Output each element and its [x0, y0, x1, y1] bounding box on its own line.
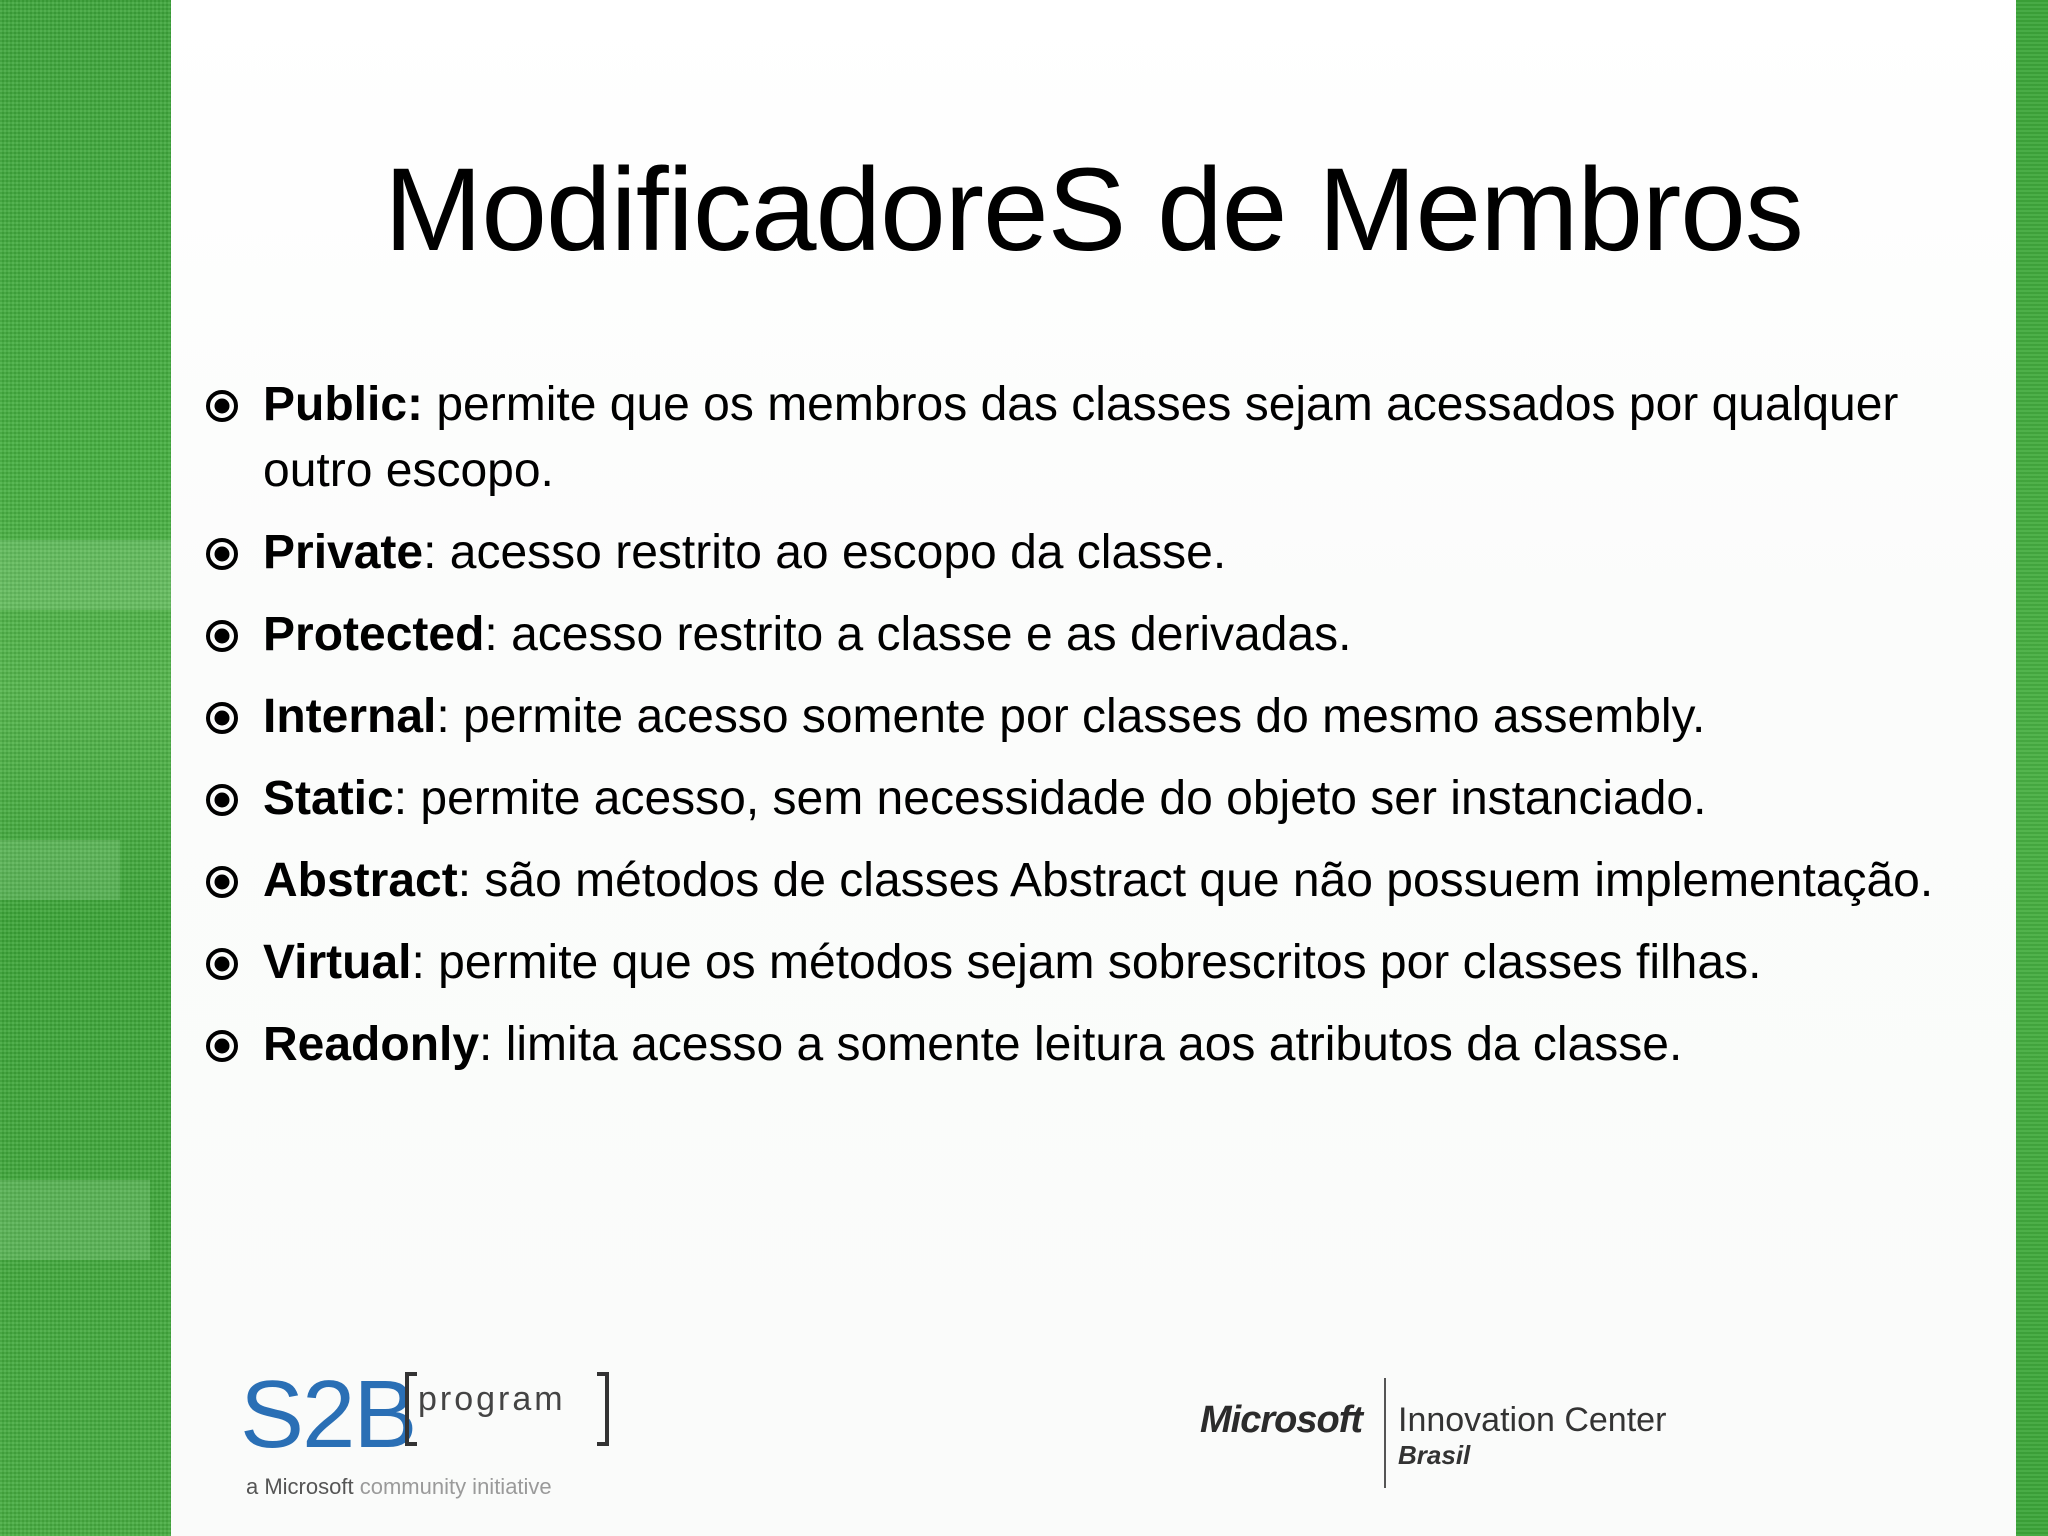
bullet-term: Virtual	[263, 936, 412, 989]
band-patch	[0, 540, 171, 610]
radio-circle-icon	[205, 537, 239, 571]
bullet-item-virtual	[205, 930, 2010, 996]
band-patch	[0, 1180, 150, 1260]
microsoft-wordmark: Microsoft	[1200, 1399, 1362, 1441]
radio-circle-icon	[205, 389, 239, 423]
bullet-term: Abstract	[263, 854, 458, 907]
bullet-item-private	[205, 520, 2010, 586]
bullet-text: : acesso restrito ao escopo da classe.	[423, 526, 1227, 579]
bullet-text: : acesso restrito a classe e as derivadas.	[484, 608, 1352, 661]
bullet-item-public	[205, 372, 2010, 504]
s2b-logo-program: program	[418, 1380, 566, 1418]
radio-circle-icon	[205, 783, 239, 817]
innovation-center-label: Innovation Center	[1398, 1401, 1667, 1439]
bullet-term: Static	[263, 772, 394, 825]
logo-divider	[1384, 1378, 1386, 1488]
s2b-logo-main: S2B	[240, 1361, 416, 1468]
bullet-text: : permite acesso somente por classes do mesmo assembly.	[436, 690, 1706, 743]
bullet-text: : permite que os métodos sejam sobrescritos por classes filhas.	[411, 936, 1762, 989]
bullet-term: Public:	[263, 378, 424, 431]
radio-circle-icon	[205, 701, 239, 735]
s2b-logo-tagline	[246, 1474, 552, 1500]
radio-circle-icon	[205, 947, 239, 981]
right-green-band	[2016, 0, 2048, 1536]
bullet-term: Readonly	[263, 1018, 480, 1071]
s2b-tagline-ms: a Microsoft	[246, 1474, 354, 1499]
microsoft-innovation-center-logo	[1200, 1378, 1720, 1488]
bullet-term: Private	[263, 526, 424, 579]
bullet-text: : permite acesso, sem necessidade do objeto ser instanciado.	[393, 772, 1707, 825]
bullet-list	[205, 372, 2010, 1094]
bullet-item-static	[205, 766, 2010, 832]
brasil-label: Brasil	[1398, 1440, 1471, 1470]
bullet-item-protected	[205, 602, 2010, 668]
slide-title: ModificadoreS de Membros	[384, 144, 1803, 276]
radio-circle-icon	[205, 619, 239, 653]
radio-circle-icon	[205, 865, 239, 899]
bullet-text: permite que os membros das classes sejam acessados por qualquer outro escopo.	[263, 378, 1899, 497]
bullet-term: Protected	[263, 608, 485, 661]
bullet-text: : são métodos de classes Abstract que não possuem implementação.	[457, 854, 1934, 907]
left-green-band	[0, 0, 171, 1536]
s2b-tagline-rest: community initiative	[353, 1474, 552, 1499]
bullet-item-readonly	[205, 1012, 2010, 1078]
radio-circle-icon	[205, 1029, 239, 1063]
bullet-term: Internal	[263, 690, 437, 743]
bullet-item-abstract	[205, 848, 2010, 914]
s2b-program-logo	[240, 1360, 620, 1500]
bullet-item-internal	[205, 684, 2010, 750]
bullet-text: : limita acesso a somente leitura aos atributos da classe.	[479, 1018, 1683, 1071]
band-patch	[0, 840, 120, 900]
